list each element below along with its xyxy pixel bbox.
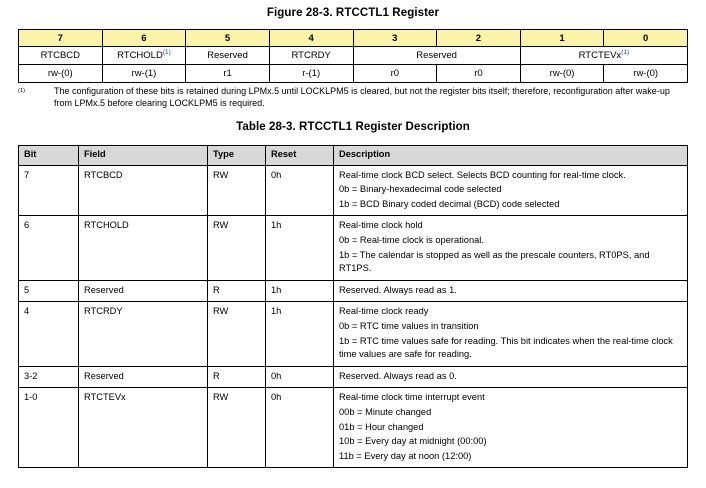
- register-access-cell: r0: [437, 65, 521, 83]
- table-column-header-type: Type: [208, 146, 266, 166]
- register-field-label: RTCBCD: [40, 50, 81, 61]
- register-access-cell: rw-(0): [604, 65, 688, 83]
- register-description-table: [18, 145, 688, 468]
- register-bit-figure: [18, 29, 688, 83]
- table-cell-description: [334, 366, 688, 388]
- register-bit-number: 7: [19, 30, 103, 47]
- register-bit-number: 1: [520, 30, 604, 47]
- register-field-label: Reserved: [416, 50, 457, 61]
- description-line: 10b = Every day at midnight (00:00): [339, 436, 487, 447]
- table-cell-type: RW: [208, 216, 266, 280]
- table-cell-reset: 1h: [266, 280, 334, 302]
- table-cell-type: RW: [208, 388, 266, 468]
- description-line: 0b = Real-time clock is operational.: [339, 234, 484, 245]
- table-cell-reset: 0h: [266, 388, 334, 468]
- table-cell-type: RW: [208, 165, 266, 216]
- register-access-row: [19, 65, 688, 83]
- table-row: [19, 302, 688, 366]
- register-bit-number: 2: [437, 30, 521, 47]
- table-column-header-reset: Reset: [266, 146, 334, 166]
- table-cell-bit: 7: [19, 165, 79, 216]
- description-line: 00b = Minute changed: [339, 406, 432, 417]
- description-line: 0b = Binary-hexadecimal code selected: [339, 184, 502, 195]
- table-row: [19, 366, 688, 388]
- register-field-cell: [269, 47, 353, 65]
- table-row: [19, 280, 688, 302]
- table-cell-field: RTCRDY: [79, 302, 208, 366]
- register-field-cell: [353, 47, 520, 65]
- description-line: Reserved. Always read as 0.: [339, 370, 457, 381]
- table-cell-type: R: [208, 366, 266, 388]
- register-bit-number: 0: [604, 30, 688, 47]
- table-cell-field: RTCBCD: [79, 165, 208, 216]
- register-field-cell: [102, 47, 186, 65]
- figure-title: Figure 28-3. RTCCTL1 Register: [266, 7, 440, 19]
- table-cell-field: RTCHOLD: [79, 216, 208, 280]
- table-cell-type: R: [208, 280, 266, 302]
- register-bit-number: 4: [269, 30, 353, 47]
- description-line: 1b = The calendar is stopped as well as the prescale counters, RT0PS, and RT1PS.: [339, 249, 650, 274]
- description-line: 1b = BCD Binary coded decimal (BCD) code selected: [339, 198, 560, 209]
- table-row: [19, 165, 688, 216]
- table-column-header-bit: Bit: [19, 146, 79, 166]
- footnote-marker: [18, 85, 40, 101]
- register-access-cell: rw-(0): [19, 65, 103, 83]
- register-field-cell: [19, 47, 103, 65]
- register-access-cell: rw-(1): [102, 65, 186, 83]
- register-field-label: RTCTEVx: [578, 50, 622, 61]
- table-cell-bit: 1-0: [19, 388, 79, 468]
- register-access-cell: r1: [186, 65, 270, 83]
- register-field-name-row: [19, 47, 688, 65]
- description-line: Real-time clock BCD select. Selects BCD counting for real-time clock.: [339, 169, 626, 180]
- description-line: 11b = Every day at noon (12:00): [339, 450, 472, 461]
- table-cell-bit: 3-2: [19, 366, 79, 388]
- table-cell-bit: 6: [19, 216, 79, 280]
- register-access-cell: rw-(0): [520, 65, 604, 83]
- description-line: Real-time clock hold: [339, 220, 423, 231]
- register-field-cell: [520, 47, 687, 65]
- table-cell-description: [334, 388, 688, 468]
- register-bit-number: 3: [353, 30, 437, 47]
- footnote-text: The configuration of these bits is retained during LPMx.5 until LOCKLPM5 is cleared, but not the register bits itself; therefore, reconfiguration after wake-up from LPMx.5 before clearing LOCKLPM5 is required.: [54, 86, 670, 109]
- footnote-marker-sup: (1): [18, 88, 26, 94]
- register-bit-number: 5: [186, 30, 270, 47]
- table-cell-field: Reserved: [79, 280, 208, 302]
- table-column-header-description: Description: [334, 146, 688, 166]
- register-field-label: RTCRDY: [291, 50, 331, 61]
- register-access-cell: r0: [353, 65, 437, 83]
- register-bit-number-row: [19, 30, 688, 47]
- table-title: Table 28-3. RTCCTL1 Register Description: [236, 121, 470, 133]
- table-cell-reset: 1h: [266, 216, 334, 280]
- figure-footnote: [18, 85, 690, 110]
- table-cell-description: [334, 302, 688, 366]
- table-cell-type: RW: [208, 302, 266, 366]
- register-field-label: RTCHOLD: [117, 50, 163, 61]
- register-bit-number: 6: [102, 30, 186, 47]
- table-row: [19, 388, 688, 468]
- table-cell-bit: 4: [19, 302, 79, 366]
- table-column-header-field: Field: [79, 146, 208, 166]
- table-cell-reset: 1h: [266, 302, 334, 366]
- table-cell-reset: 0h: [266, 165, 334, 216]
- table-cell-description: [334, 216, 688, 280]
- description-line: Real-time clock time interrupt event: [339, 392, 485, 403]
- table-row: [19, 216, 688, 280]
- register-field-footnote-marker: (1): [621, 48, 630, 56]
- register-access-cell: r-(1): [269, 65, 353, 83]
- description-line: Reserved. Always read as 1.: [339, 284, 457, 295]
- table-cell-reset: 0h: [266, 366, 334, 388]
- register-field-label: Reserved: [207, 50, 248, 61]
- table-cell-description: [334, 280, 688, 302]
- description-line: Real-time clock ready: [339, 306, 429, 317]
- description-line: 1b = RTC time values safe for reading. This bit indicates when the real-time clock time values are safe for reading.: [339, 335, 673, 360]
- table-header-row: [19, 146, 688, 166]
- register-field-cell: [186, 47, 270, 65]
- table-cell-description: [334, 165, 688, 216]
- table-cell-field: RTCTEVx: [79, 388, 208, 468]
- description-line: 01b = Hour changed: [339, 421, 424, 432]
- table-body: [19, 165, 688, 468]
- register-field-footnote-marker: (1): [162, 48, 171, 56]
- table-cell-bit: 5: [19, 280, 79, 302]
- table-cell-field: Reserved: [79, 366, 208, 388]
- description-line: 0b = RTC time values in transition: [339, 320, 479, 331]
